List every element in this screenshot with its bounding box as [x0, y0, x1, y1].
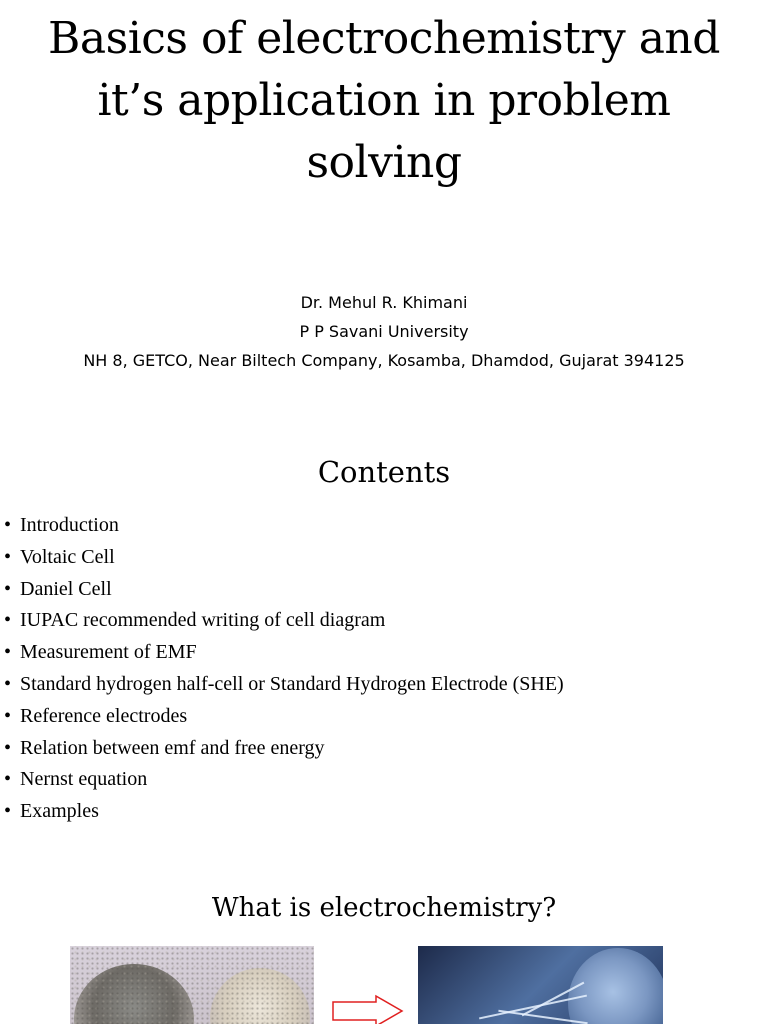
list-item	[4, 796, 564, 828]
author-institution: P P Savani University	[299, 322, 469, 341]
bullet-icon: •	[4, 672, 12, 695]
list-item-label: Introduction	[20, 514, 119, 536]
list-item	[4, 764, 564, 796]
list-item-label: Nernst equation	[20, 768, 148, 791]
section-heading: What is electrochemistry?	[211, 893, 557, 923]
bullet-icon: •	[4, 800, 12, 823]
bullet-icon: •	[4, 577, 12, 600]
document-title	[0, 8, 768, 194]
title-line: it’s application in problem	[97, 75, 671, 126]
list-item	[4, 733, 564, 765]
list-item-label: Daniel Cell	[20, 577, 112, 600]
list-item	[4, 637, 564, 669]
list-item-label: Standard hydrogen half-cell or Standard Hydrogen Electrode (SHE)	[20, 672, 564, 695]
list-item	[4, 701, 564, 733]
list-item-label: Reference electrodes	[20, 704, 188, 727]
title-line: solving	[306, 137, 462, 188]
author-block	[0, 288, 768, 375]
list-item	[4, 605, 564, 637]
list-item	[4, 574, 564, 606]
bullet-icon: •	[4, 768, 12, 791]
electrified-head-photo	[418, 946, 663, 1024]
title-line: Basics of electrochemistry and	[48, 13, 720, 64]
bullet-icon: •	[4, 641, 12, 664]
head-silhouette	[568, 948, 663, 1024]
bullet-icon: •	[4, 736, 12, 759]
contents-heading: Contents	[317, 455, 451, 489]
granular-powder-photo	[70, 946, 314, 1024]
list-item	[4, 542, 564, 574]
list-item	[4, 669, 564, 701]
list-item-label: Examples	[20, 800, 99, 823]
author-name: Dr. Mehul R. Khimani	[300, 293, 468, 312]
bullet-icon: •	[4, 609, 12, 632]
bullet-icon: •	[4, 545, 12, 568]
list-item-label: Voltaic Cell	[20, 545, 115, 568]
right-arrow-icon	[330, 994, 406, 1024]
list-item-label: Relation between emf and free energy	[20, 736, 325, 759]
contents-list	[4, 510, 564, 828]
author-address: NH 8, GETCO, Near Biltech Company, Kosamba, Dhamdod, Gujarat 394125	[83, 351, 685, 370]
list-item	[4, 510, 564, 542]
powder-texture	[70, 946, 314, 1024]
bullet-icon: •	[4, 704, 12, 727]
bullet-icon: •	[4, 514, 12, 536]
list-item-label: Measurement of EMF	[20, 641, 197, 664]
list-item-label: IUPAC recommended writing of cell diagram	[20, 609, 386, 632]
